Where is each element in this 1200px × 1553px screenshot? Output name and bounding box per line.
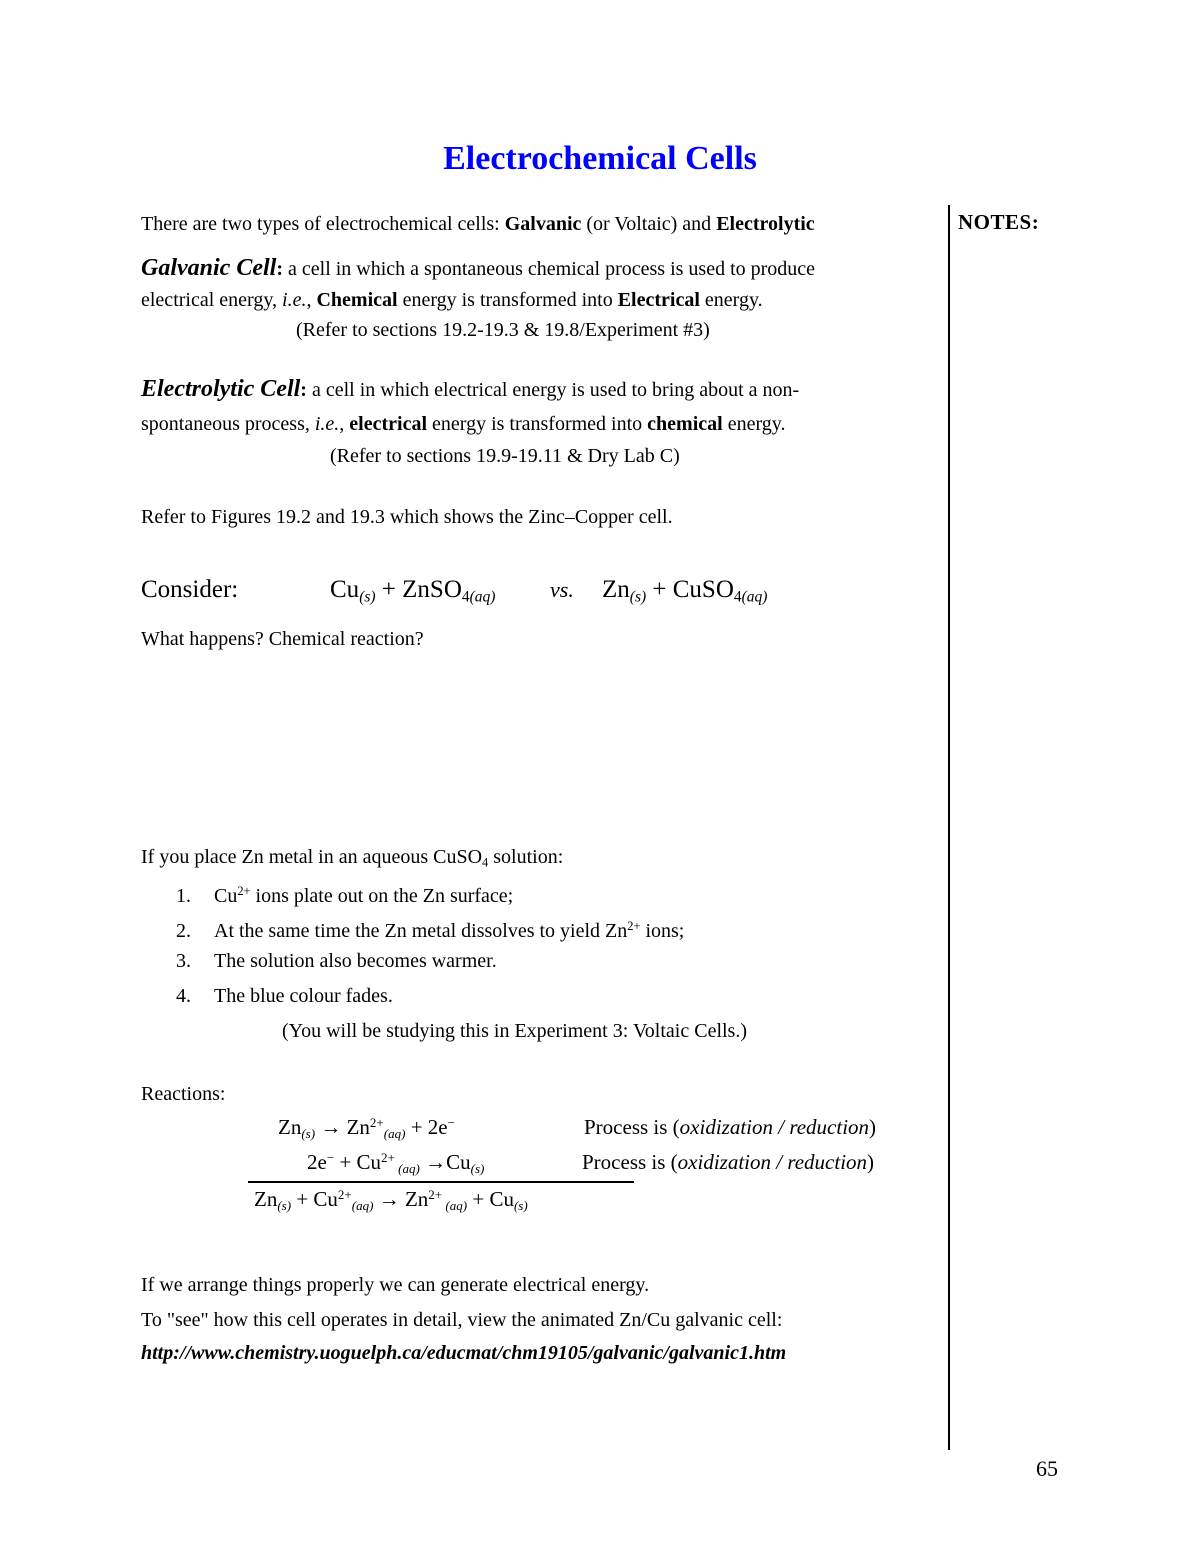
intro-text-mid: (or Voltaic) and xyxy=(581,213,717,235)
galvanic-def-text: a cell in which a spontaneous chemical process is used to produce xyxy=(283,258,816,280)
zn-intro-text: solution: xyxy=(488,846,564,868)
reaction-net xyxy=(254,1187,528,1214)
superscript: 2+ xyxy=(381,1150,395,1165)
list-item xyxy=(176,876,513,911)
state-symbol: (aq) xyxy=(469,588,496,606)
notes-divider xyxy=(948,205,950,1450)
superscript: 2+ xyxy=(369,1115,384,1130)
intro-text: There are two types of electrochemical cells: xyxy=(141,213,505,235)
superscript: 2+ xyxy=(627,919,641,933)
formula-text: + ZnSO xyxy=(375,576,462,603)
state-symbol: (s) xyxy=(277,1198,292,1214)
galvanic-def-text: electrical energy, xyxy=(141,289,283,311)
galvanic-def-text: , xyxy=(306,289,317,311)
formula-text: Zn xyxy=(346,1115,370,1140)
state-symbol: (aq) xyxy=(351,1198,374,1214)
formula-text: + 2e xyxy=(405,1115,448,1140)
galvanic-electrical: Electrical xyxy=(617,289,700,311)
formula-text: Zn xyxy=(602,576,630,603)
formula-text: + Cu xyxy=(334,1150,382,1175)
process-text: ) xyxy=(867,1150,875,1174)
superscript: − xyxy=(326,1150,335,1165)
process-choice: oxidization / reduction xyxy=(679,1115,870,1139)
formula-text: 2e xyxy=(307,1150,327,1175)
formula-text: Zn xyxy=(404,1187,429,1212)
consider-reaction-left xyxy=(330,574,495,614)
state-symbol: (s) xyxy=(470,1161,485,1177)
list-number: 3. xyxy=(176,950,191,972)
electrolytic-reference: (Refer to sections 19.9-19.11 & Dry Lab C) xyxy=(330,445,680,467)
state-symbol: (aq) xyxy=(394,1161,420,1177)
process-text: Process is ( xyxy=(584,1115,680,1139)
question-text: What happens? Chemical reaction? xyxy=(141,628,424,650)
state-symbol: (s) xyxy=(359,588,376,606)
intro-galvanic: Galvanic xyxy=(504,213,582,235)
consider-label: Consider: xyxy=(141,576,239,603)
list-number: 1. xyxy=(176,884,191,907)
galvanic-chemical: Chemical xyxy=(316,289,398,311)
galvanic-def-text: energy. xyxy=(699,289,763,311)
superscript: 2+ xyxy=(237,884,251,898)
galvanic-def-line2 xyxy=(141,285,763,315)
electrolytic-electrical: electrical xyxy=(349,413,428,435)
list-text: At the same time the Zn metal dissolves to yield Zn xyxy=(214,919,628,942)
galvanic-colon: : xyxy=(276,258,283,280)
electrolytic-def-text: , xyxy=(339,413,350,435)
reaction-arrow: → xyxy=(419,1150,447,1175)
electrolytic-def-line2 xyxy=(141,409,785,439)
electrolytic-chemical: chemical xyxy=(647,413,723,435)
state-symbol: (s) xyxy=(513,1198,528,1214)
reaction-arrow: → xyxy=(315,1115,347,1140)
superscript: 2+ xyxy=(428,1187,443,1202)
experiment-note: (You will be studying this in Experiment 3: Voltaic Cells.) xyxy=(282,1020,747,1042)
electrolytic-def-text: a cell in which electrical energy is used to bring about a non- xyxy=(306,379,800,401)
reactions-label: Reactions: xyxy=(141,1083,226,1105)
galvanic-reference: (Refer to sections 19.2-19.3 & 19.8/Experiment #3) xyxy=(296,319,710,341)
page-title: Electrochemical Cells xyxy=(443,140,757,177)
closing-line-1: If we arrange things properly we can generate electrical energy. xyxy=(141,1274,650,1296)
reaction-reduction xyxy=(307,1150,484,1177)
list-item xyxy=(176,911,684,946)
formula-text: Zn xyxy=(278,1115,302,1140)
superscript: − xyxy=(447,1115,455,1130)
electrolytic-def-text: energy. xyxy=(722,413,786,435)
formula-text: Cu xyxy=(446,1150,471,1175)
figures-reference: Refer to Figures 19.2 and 19.3 which shows the Zinc–Copper cell. xyxy=(141,506,673,528)
galvanic-ie: i.e. xyxy=(282,289,307,311)
subscript: 4 xyxy=(482,855,489,870)
electrolytic-def-text: spontaneous process, xyxy=(141,413,315,435)
notes-label: NOTES: xyxy=(958,210,1040,234)
list-number: 4. xyxy=(176,985,191,1007)
galvanic-def-line1 xyxy=(141,253,815,284)
reaction-arrow: → xyxy=(373,1187,405,1212)
list-text: Cu xyxy=(214,884,238,907)
intro-electrolytic: Electrolytic xyxy=(716,213,815,235)
process-text: ) xyxy=(869,1115,877,1139)
intro-line xyxy=(141,209,815,239)
electrolytic-def-text: energy is transformed into xyxy=(427,413,648,435)
list-text: ions plate out on the Zn surface; xyxy=(250,884,514,907)
zn-intro xyxy=(141,842,563,878)
formula-text: + CuSO xyxy=(646,576,734,603)
process-choice: oxidization / reduction xyxy=(677,1150,868,1174)
formula-text: + Cu xyxy=(467,1187,514,1212)
reaction-sum-line xyxy=(248,1181,634,1183)
state-symbol: (aq) xyxy=(442,1198,468,1214)
closing-line-2: To "see" how this cell operates in detail, view the animated Zn/Cu galvanic cell: xyxy=(141,1309,783,1331)
list-text: ions; xyxy=(640,919,685,942)
state-symbol: (s) xyxy=(301,1126,316,1142)
formula-text: Zn xyxy=(254,1187,278,1212)
state-symbol: (aq) xyxy=(741,588,768,606)
list-text: The blue colour fades. xyxy=(214,985,393,1007)
page-number: 65 xyxy=(1036,1456,1058,1481)
state-symbol: (aq) xyxy=(383,1126,406,1142)
list-item xyxy=(176,946,497,976)
zn-intro-text: If you place Zn metal in an aqueous CuSO xyxy=(141,846,483,868)
electrolytic-term: Electrolytic Cell xyxy=(141,376,301,402)
galvanic-cell-link[interactable]: http://www.chemistry.uoguelph.ca/educmat/chm19105/galvanic/galvanic1.htm xyxy=(141,1342,787,1364)
list-number: 2. xyxy=(176,919,191,942)
process-choice-2 xyxy=(582,1150,874,1175)
electrolytic-ie: i.e. xyxy=(314,413,340,435)
consider-vs: vs. xyxy=(550,577,574,602)
subscript: 4 xyxy=(461,588,470,606)
subscript: 4 xyxy=(733,588,742,606)
state-symbol: (s) xyxy=(629,588,647,606)
galvanic-def-text: energy is transformed into xyxy=(397,289,618,311)
formula-text: Cu xyxy=(330,576,360,603)
electrolytic-def-line1 xyxy=(141,374,799,405)
consider-reaction-right xyxy=(602,574,767,614)
electrolytic-colon: : xyxy=(300,379,307,401)
reaction-oxidation xyxy=(278,1115,455,1142)
list-item xyxy=(176,981,393,1011)
galvanic-term: Galvanic Cell xyxy=(141,255,277,281)
superscript: 2+ xyxy=(337,1187,352,1202)
list-text: The solution also becomes warmer. xyxy=(214,950,497,972)
formula-text: + Cu xyxy=(291,1187,338,1212)
process-choice-1 xyxy=(584,1115,876,1140)
process-text: Process is ( xyxy=(582,1150,678,1174)
